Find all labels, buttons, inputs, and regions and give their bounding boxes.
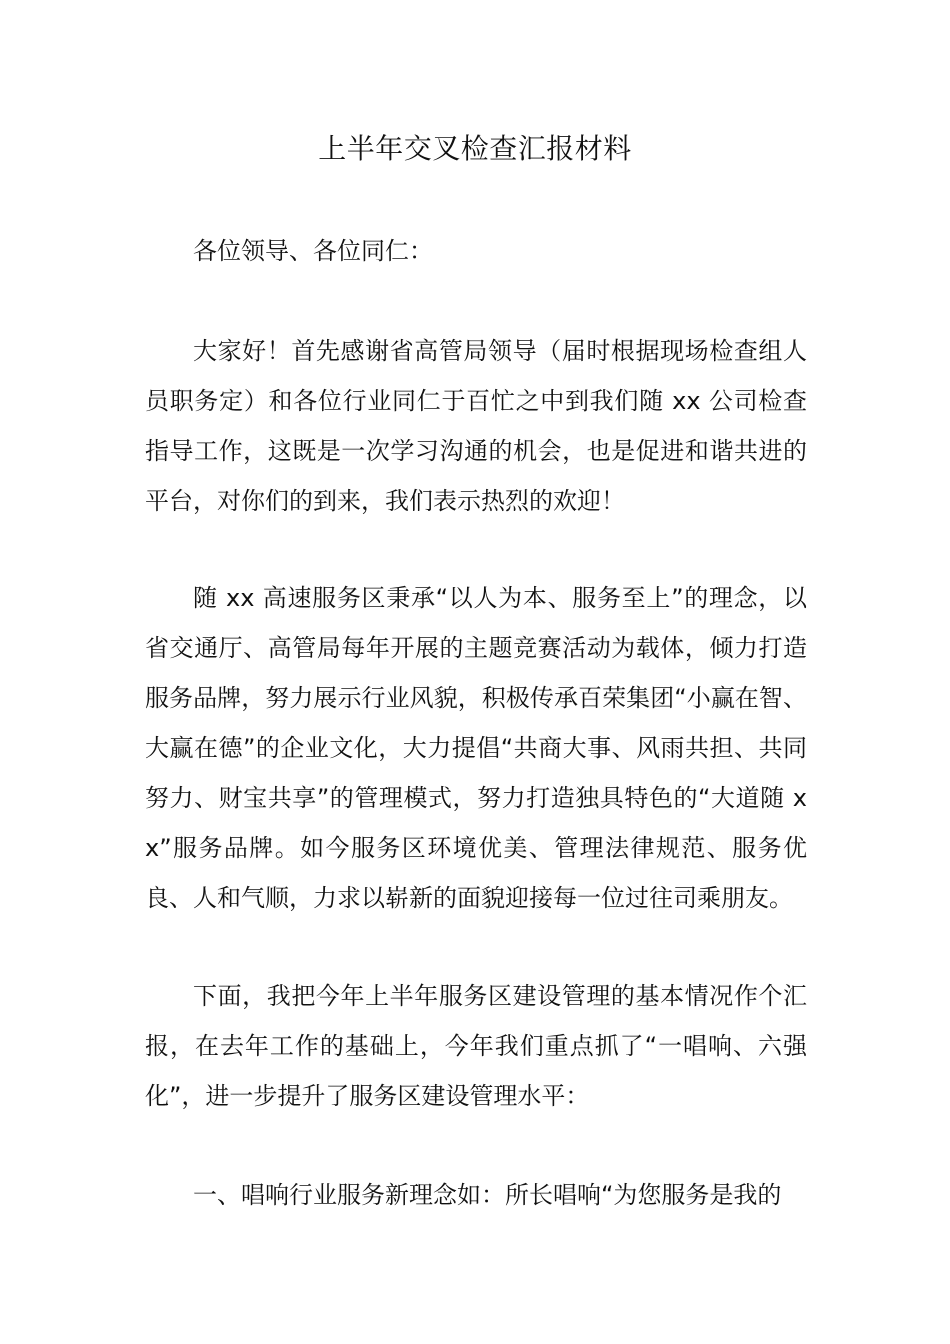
paragraph-section-one: 一、唱响行业服务新理念如：所长唱响“为您服务是我的 [193,1181,782,1209]
document-title: 上半年交叉检查汇报材料 [318,132,632,165]
paragraph-report-intro: 下面，我把今年上半年服务区建设管理的基本情况作个汇报，在去年工作的基础上，今年我们重点抓了“一唱响、六强化”，进一步提升了服务区建设管理水平： [145,982,807,1110]
paragraph-service-philosophy: 随 xx 高速服务区秉承“以人为本、服务至上”的理念，以省交通厅、高管局每年开展的主题竞赛活动为载体，倾力打造服务品牌，努力展示行业风貌，积极传承百荣集团“小赢在智、大赢在德”的企业文化，大力提倡“共商大事、风雨共担、共同努力、财宝共享”的管理模式，努力打造独具特色的“大道随 xx”服务品牌。如今服务区环境优美、管理法律规范、服务优良、人和气顺，力求以崭新的面貌迎接每一位过往司乘朋友。 [145,584,807,912]
paragraph-opening-thanks: 大家好！首先感谢省高管局领导（届时根据现场检查组人员职务定）和各位行业同仁于百忙之中到我们随 xx 公司检查指导工作，这既是一次学习沟通的机会，也是促进和谐共进的平台，对你们的到来，我们表示热烈的欢迎！ [145,337,807,515]
greeting-paragraph: 各位领导、各位同仁： [193,237,433,265]
